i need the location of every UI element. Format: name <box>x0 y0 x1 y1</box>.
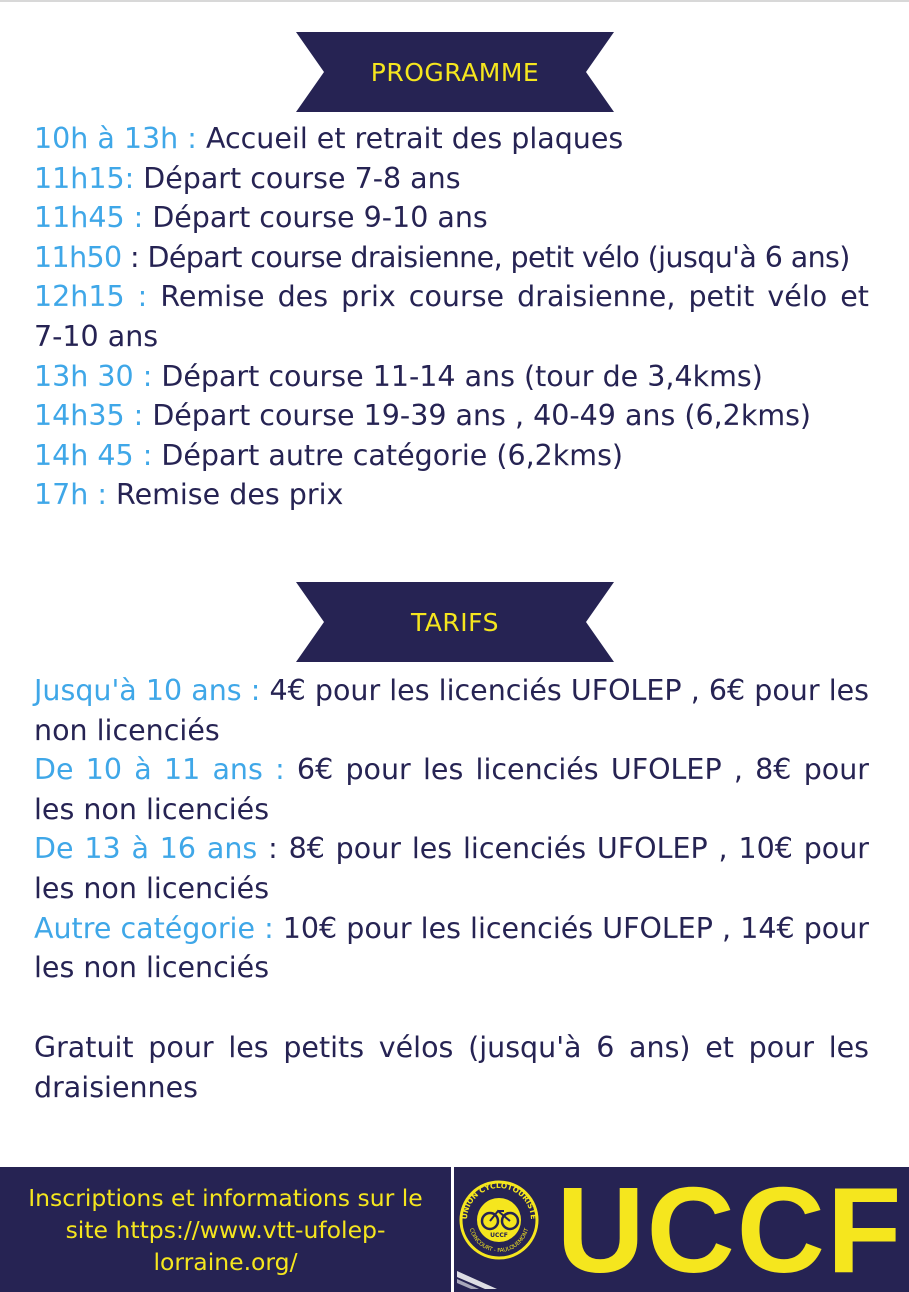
programme-text: Accueil et retrait des plaques <box>196 122 624 155</box>
top-divider <box>0 0 909 2</box>
footer-info-panel <box>0 1167 451 1292</box>
footer-brand-panel <box>454 1167 909 1292</box>
programme-item <box>34 277 869 356</box>
tarif-age: Autre catégorie : <box>34 911 274 945</box>
tarif-age: De 13 à 16 ans <box>34 832 258 866</box>
logo-text-bottom: COINCOURT - FAULQUEMONT <box>467 1227 531 1255</box>
programme-item <box>34 396 869 436</box>
programme-banner <box>296 32 614 112</box>
tarifs-banner <box>296 582 614 662</box>
programme-text: Départ course 9-10 ans <box>143 201 488 235</box>
programme-list <box>34 119 869 515</box>
tarif-text: 10€ pour les licenciés UFOLEP , 14€ pour les non licenciés <box>34 911 870 985</box>
programme-text: Remise des prix <box>107 478 344 512</box>
programme-item <box>34 357 869 397</box>
tarif-text: 4€ pour les licenciés UFOLEP , 6€ pour les non licenciés <box>34 674 869 747</box>
programme-item <box>34 436 869 476</box>
programme-text: : Départ course draisienne, petit vélo (jusqu'à 6 ans) <box>121 240 850 274</box>
programme-text: Remise des prix course draisienne, petit vélo et 7-10 ans <box>34 280 869 353</box>
programme-time: 11h50 <box>34 240 122 274</box>
programme-item <box>34 238 869 278</box>
programme-text: Départ course 19-39 ans , 40-49 ans (6,2kms) <box>143 399 812 433</box>
programme-item <box>34 198 869 238</box>
programme-time: 12h15 : <box>34 280 148 314</box>
free-note: Gratuit pour les petits vélos (jusqu'à 6 ans) et pour les draisiennes <box>34 1031 869 1104</box>
programme-text: Départ autre catégorie (6,2kms) <box>152 438 624 472</box>
tarif-item <box>34 909 869 988</box>
tarifs-title: TARIFS <box>411 607 499 637</box>
logo-text-mid: UCCF <box>490 1232 508 1239</box>
tarif-item <box>34 829 869 908</box>
programme-item <box>34 119 869 159</box>
tarif-age: Jusqu'à 10 ans : <box>34 674 261 707</box>
programme-title: PROGRAMME <box>370 57 540 87</box>
club-logo-icon <box>457 1171 543 1289</box>
tarif-item <box>34 671 869 750</box>
programme-item <box>34 159 869 199</box>
tarif-text: : 8€ pour les licenciés UFOLEP , 10€ pour les non licenciés <box>34 832 869 905</box>
tarifs-list <box>34 671 869 988</box>
programme-time: 10h à 13h : <box>34 122 197 155</box>
programme-text: Départ course 11-14 ans (tour de 3,4kms) <box>152 359 763 393</box>
tarif-item <box>34 750 869 829</box>
programme-time: 13h 30 : <box>34 359 153 393</box>
footer-info-text: Inscriptions et informations sur le site https://www.vtt-ufolep-lorraine.org/ <box>28 1183 423 1276</box>
programme-time: 11h15: <box>34 161 135 195</box>
programme-time: 14h35 : <box>34 399 144 433</box>
logo-text-top: UNION CYCLOTOURISTE <box>459 1180 539 1220</box>
programme-time: 11h45 : <box>34 201 144 235</box>
programme-text: Départ course 7-8 ans <box>134 161 461 195</box>
tarif-age: De 10 à 11 ans : <box>34 753 285 787</box>
programme-time: 17h : <box>34 478 107 512</box>
tarif-text: 6€ pour les licenciés UFOLEP , 8€ pour les non licenciés <box>34 753 869 826</box>
programme-item <box>34 475 869 515</box>
brand-logo: UCCF <box>556 1167 904 1292</box>
programme-time: 14h 45 : <box>34 438 153 472</box>
